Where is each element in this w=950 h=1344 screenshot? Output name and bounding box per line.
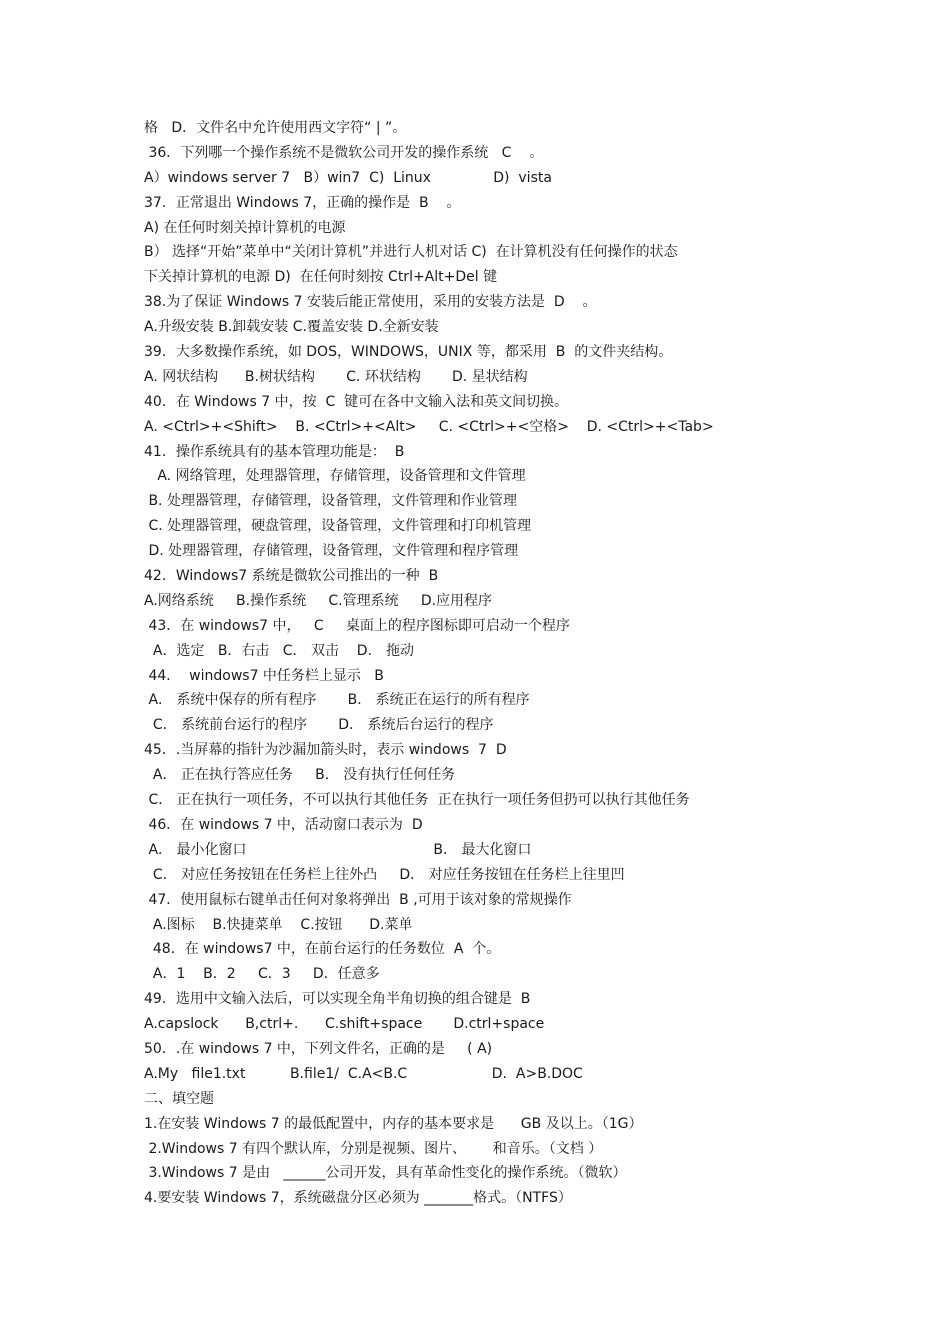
text-line: 48．在 windows7 中，在前台运行的任务数位 A 个。: [144, 941, 501, 958]
text-line: C． 正在执行一项任务，不可以执行其他任务 正在执行一项任务但扔可以执行其他任务: [144, 792, 690, 809]
text-line: A.网络系统 B.操作系统 C.管理系统 D.应用程序: [144, 592, 493, 609]
text-line: A. 网络管理，处理器管理，存储管理，设备管理和文件管理: [144, 468, 526, 485]
text-line: 47．使用鼠标右键单击任何对象将弹出 B ,可用于该对象的常规操作: [144, 891, 572, 908]
document-text: [144, 116, 824, 1211]
text-line: 46．在 windows 7 中，活动窗口表示为 D: [144, 816, 423, 833]
text-line: A) 在任何时刻关掉计算机的电源: [144, 219, 346, 236]
text-line: 4.要安装 Windows 7，系统磁盘分区必须为 _______格式。（NTFS）: [144, 1190, 572, 1207]
text-line: 50．.在 windows 7 中，下列文件名，正确的是 ( A): [144, 1040, 493, 1057]
text-line: C． 对应任务按钮在任务栏上往外凸 D． 对应任务按钮在任务栏上往里凹: [144, 866, 625, 883]
text-line: 49．选用中文输入法后，可以实现全角半角切换的组合键是 B: [144, 991, 531, 1008]
text-line: A．1 B．2 C．3 D．任意多: [144, 966, 380, 983]
text-line: 40．在 Windows 7 中，按 C 键可在各中文输入法和英文间切换。: [144, 393, 569, 410]
text-line: 下关掉计算机的电源 D) 在任何时刻按 Ctrl+Alt+Del 键: [144, 269, 498, 286]
text-line: A． 正在执行答应任务 B． 没有执行任何任务: [144, 767, 456, 784]
text-line: A.图标 B.快捷菜单 C.按钮 D.菜单: [144, 916, 413, 933]
text-line: 39．大多数操作系统，如 DOS，WINDOWS，UNIX 等，都采用 B 的文件夹结构。: [144, 344, 673, 361]
text-line: D. 处理器管理，存储管理，设备管理，文件管理和程序管理: [144, 543, 519, 560]
text-line: 二、填空题: [144, 1090, 214, 1107]
text-line: C． 系统前台运行的程序 D． 系统后台运行的程序: [144, 717, 494, 734]
text-line: 41．操作系统具有的基本管理功能是： B: [144, 443, 405, 460]
text-line: 45．.当屏幕的指针为沙漏加箭头时，表示 windows 7 D: [144, 742, 507, 759]
text-line: 44． windows7 中任务栏上显示 B: [144, 667, 384, 684]
text-line: C. 处理器管理，硬盘管理，设备管理，文件管理和打印机管理: [144, 518, 532, 535]
text-line: 36．下列哪一个操作系统不是微软公司开发的操作系统 C 。: [144, 144, 544, 161]
text-line: A.升级安装 B.卸载安装 C.覆盖安装 D.全新安装: [144, 319, 439, 336]
text-line: 37．正常退出 Windows 7，正确的操作是 B 。: [144, 194, 461, 211]
text-line: B） 选择“开始”菜单中“关闭计算机”并进行人机对话 C) 在计算机没有任何操作的状态: [144, 244, 678, 261]
text-line: 1.在安装 Windows 7 的最低配置中，内存的基本要求是 GB 及以上。（1G）: [144, 1115, 643, 1132]
text-line: 42．Windows7 系统是微软公司推出的一种 B: [144, 568, 439, 585]
text-line: A. 网状结构 B.树状结构 C. 环状结构 D. 星状结构: [144, 368, 528, 385]
text-line: 2.Windows 7 有四个默认库，分别是视频、图片、 和音乐。（文档 ）: [144, 1140, 603, 1157]
text-line: A． 系统中保存的所有程序 B． 系统正在运行的所有程序: [144, 692, 530, 709]
text-line: 格 D．文件名中允许使用西文字符“ | ”。: [144, 120, 407, 136]
text-line: A． 最小化窗口 B． 最大化窗口: [144, 841, 532, 858]
text-line: A．选定 B．右击 C． 双击 D． 拖动: [144, 642, 415, 659]
text-line: B. 处理器管理，存储管理，设备管理，文件管理和作业管理: [144, 493, 517, 510]
text-line: 3.Windows 7 是由 ______公司开发，具有革命性变化的操作系统。（微软）: [144, 1165, 627, 1182]
text-line: A.My file1.txt B.file1/ C.A<B.C D. A>B.DOC: [144, 1065, 583, 1082]
text-line: A. <Ctrl>+<Shift> B. <Ctrl>+<Alt> C. <Ctrl>+<空格> D. <Ctrl>+<Tab>: [144, 418, 714, 435]
text-line: A）windows server 7 B）win7 C) Linux D) vista: [144, 169, 552, 186]
text-line: 38.为了保证 Windows 7 安装后能正常使用，采用的安装方法是 D 。: [144, 294, 597, 311]
text-line: 43．在 windows7 中， C 桌面上的程序图标即可启动一个程序: [144, 617, 570, 634]
text-line: A.capslock B,ctrl+. C.shift+space D.ctrl+space: [144, 1016, 545, 1033]
